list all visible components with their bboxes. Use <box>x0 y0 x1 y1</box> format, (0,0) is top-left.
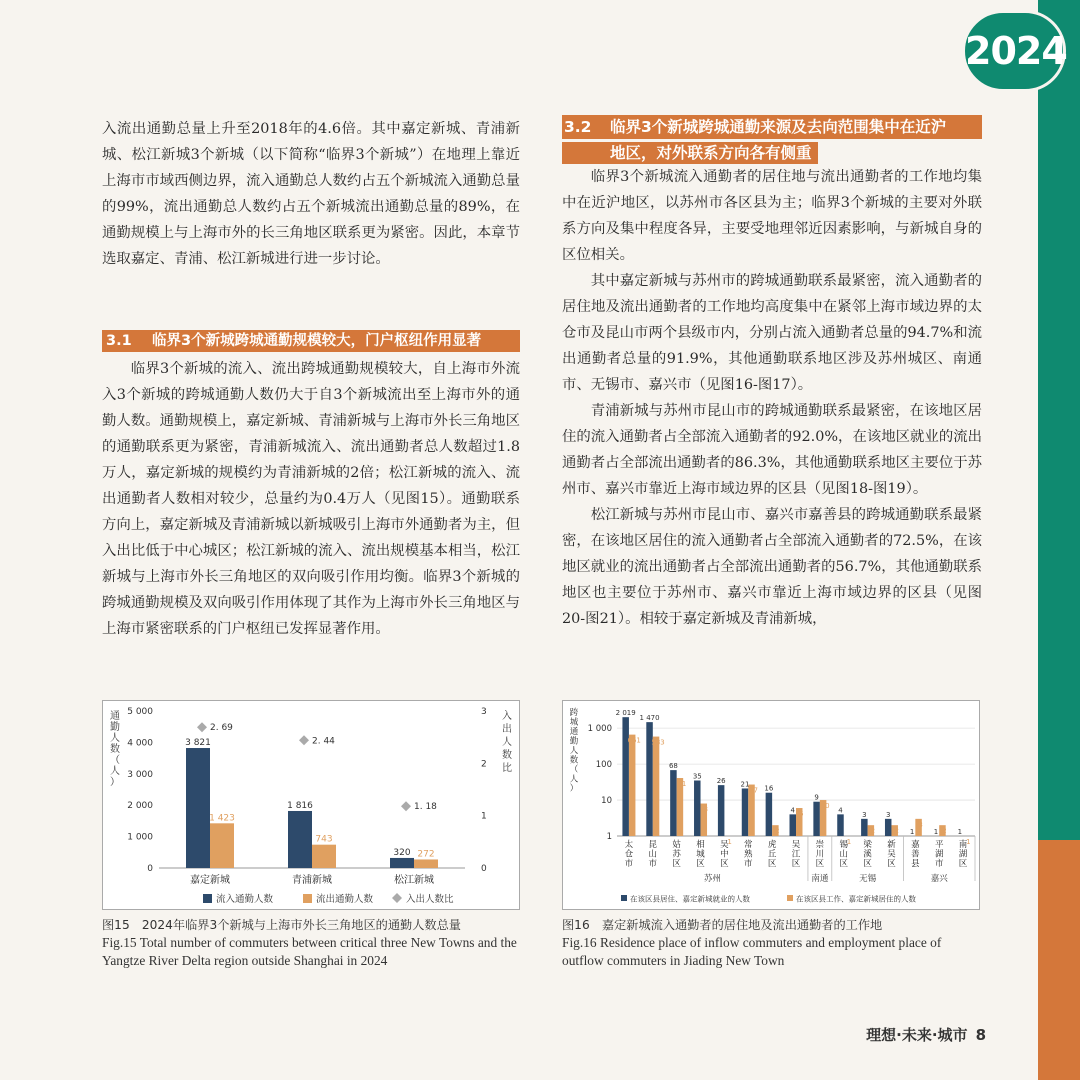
bar-inflow <box>390 858 414 868</box>
legend-label: 入出人数比 <box>406 894 454 905</box>
section-title: 临界3个新城跨城通勤规模较大，门户枢纽作用显著 <box>152 333 482 349</box>
y-axis-label-char: （ <box>569 765 579 775</box>
year-badge: 2024 <box>962 10 1066 92</box>
chart-15 <box>103 701 519 909</box>
legend-label: 流入通勤人数 <box>216 894 274 905</box>
figure-16-caption <box>562 916 982 970</box>
legend-swatch <box>203 894 212 903</box>
bar-residence-label: 35 <box>692 772 702 781</box>
caption-en: Fig.16 Residence place of inflow commuters and employment place of outflow commuters in Jiading New Town <box>562 935 942 968</box>
x-tick-label-char: 山 <box>839 849 848 860</box>
bar-outflow-label: 1 423 <box>209 813 235 824</box>
section-number: 3.1 <box>106 333 132 349</box>
y-axis-label-char: 通 <box>569 727 579 737</box>
y-tick-label: 10 <box>601 796 612 807</box>
figure-16 <box>562 700 980 910</box>
y-tick-label: 2 000 <box>127 801 153 812</box>
bar-employment-label: 1 <box>846 838 852 846</box>
bar-employment-label: 2 <box>775 827 780 836</box>
x-tick-label-char: 平 <box>934 840 944 850</box>
bar-employment-label: 10 <box>820 802 830 811</box>
bar-employment-label: 2 <box>942 827 947 836</box>
x-tick-label-char: 湖 <box>934 849 944 860</box>
legend-swatch <box>621 895 627 901</box>
bar-residence-label: 3 <box>885 810 891 819</box>
y-axis-label-char: 城 <box>569 717 579 728</box>
left-paragraph-1: 入流出通勤总量上升至2018年的4.6倍。其中嘉定新城、青浦新城、松江新城3个新城（以下简称“临界3个新城”）在地理上靠近上海市市域西侧边界，流入通勤总人数约占五个新城流入通勤总量的99%，流出通勤总人数约占五个新城流出通勤总量的89%，在通勤规模上与上海市外的长三角地区联系更为紧密。因此，本章节选取嘉定、青浦、松江新城进行进一步讨论。 <box>102 121 520 267</box>
right-paragraph-4: 松江新城与苏州市昆山市、嘉兴市嘉善县的跨城通勤联系最紧密，在该地区居住的流入通勤者占全部流入通勤者的72.5%，在该地区就业的流出通勤者占全部流出通勤者的56.7%，其他通勤联系地区也主要位于苏州市、嘉兴市靠近上海市域边界的区县（见图20-图21）。相较于嘉定新城及青浦新城， <box>562 507 982 627</box>
x-tick-label-char: 区 <box>958 859 968 869</box>
bar-inflow-label: 1 816 <box>287 800 313 811</box>
bar-outflow-label: 272 <box>417 849 435 860</box>
right-paragraph-2: 其中嘉定新城与苏州市的跨城通勤联系最紧密，流入通勤者的居住地及流出通勤者的工作地均高度集中在紧邻上海市域边界的太仓市及昆山市两个县级市内，分别占流入通勤者总量的94.7%和流出通勤者总量的91.9%，其他通勤联系地区涉及苏州城区、南通市、无锡市、嘉兴市（见图16-图17）。 <box>562 273 982 393</box>
bar-outflow-label: 743 <box>315 834 333 845</box>
bar-outflow <box>312 845 336 868</box>
x-tick-label-char: 县 <box>911 859 920 869</box>
x-tick-label-char: 区 <box>791 859 801 869</box>
x-tick-label-char: 区 <box>720 859 729 869</box>
sidebar-orange <box>1038 840 1080 1080</box>
x-tick-label-char: 区 <box>887 859 896 869</box>
ratio-marker <box>197 722 207 732</box>
legend-label: 流出通勤人数 <box>316 894 374 905</box>
ratio-label: 1. 18 <box>414 802 437 813</box>
bar-residence-label: 4 <box>790 806 795 815</box>
group-label: 嘉兴 <box>930 874 948 884</box>
y-axis-label-char: ） <box>110 777 120 788</box>
bar-residence-label: 21 <box>740 780 750 789</box>
bar-employment-label: 661 <box>627 736 641 745</box>
right-paragraph-1: 临界3个新城流入通勤者的居住地与流出通勤者的工作地均集中在近沪地区，以苏州市各区县为主；临界3个新城的主要对外联系方向及集中程度各异，主要受地理邻近因素影响，与新城自身的区位相关。 <box>562 169 982 263</box>
left-column <box>102 116 520 272</box>
bar-residence <box>837 814 844 836</box>
y-tick-label: 1 000 <box>587 724 612 735</box>
bar-residence-label: 1 <box>957 828 963 836</box>
bar-employment-label: 2 <box>870 827 876 836</box>
caption-en: Fig.15 Total number of commuters between critical three New Towns and the Yangtze River Delta region outside Shanghai in 2024 <box>102 935 517 968</box>
figure-15 <box>102 700 520 910</box>
section-heading-3-2 <box>562 115 982 164</box>
y-axis-label-char: 人 <box>569 774 579 785</box>
x-tick-label-char: 嘉 <box>911 840 920 850</box>
group-label: 苏州 <box>703 874 721 884</box>
x-tick-label-char: 吴 <box>720 840 729 850</box>
y2-tick-label: 3 <box>481 707 487 717</box>
bar-residence <box>718 785 725 836</box>
bar-residence-label: 9 <box>814 793 819 802</box>
legend-label: 在该区县居住、嘉定新城就业的人数 <box>630 894 750 904</box>
x-tick-label-char: 山 <box>648 849 658 860</box>
bar-residence <box>885 819 892 836</box>
y-tick-label: 1 <box>606 832 612 842</box>
bar-inflow-label: 3 821 <box>185 738 211 749</box>
x-tick-label: 青浦新城 <box>292 875 332 886</box>
bar-residence <box>694 780 701 836</box>
x-tick-label-char: 仓 <box>624 849 634 860</box>
bar-residence-label: 16 <box>764 784 774 793</box>
bar-employment-label: 41 <box>677 780 687 789</box>
y-tick-label: 3 000 <box>127 769 153 780</box>
bar-residence <box>790 814 797 836</box>
x-tick-label-char: 善 <box>911 849 920 860</box>
x-tick-label-char: 中 <box>720 849 729 860</box>
bar-residence <box>742 788 749 836</box>
caption-cn: 图15 2024年临界3个新城与上海市外长三角地区的通勤人数总量 <box>102 918 461 932</box>
x-tick-label-char: 吴 <box>791 840 801 850</box>
left-paragraph-2: 临界3个新城的流入、流出跨城通勤规模较大，自上海市外流入3个新城的跨城通勤人数仍大于自3个新城流出至上海市外的通勤人数。通勤规模上，嘉定新城、青浦新城与上海市外长三角地区的通勤联系更为紧密，青浦新城流入、流出通勤者总人数超过1.8万人，嘉定新城的规模约为青浦新城的2倍；松江新城的流入、流出通勤者人数相对较少，总量约为0.4万人（见图15）。通勤联系方向上，嘉定新城及青浦新城以新城吸引上海市外通勤者为主，但入出比低于中心城区；松江新城的流入、流出规模基本相当，松江新城与上海市外长三角地区的双向吸引作用均衡。临界3个新城的跨城通勤规模及双向吸引作用体现了其作为上海市外长三角地区与上海市紧密联系的门户枢纽已发挥显著作用。 <box>102 361 520 637</box>
ratio-label: 2. 69 <box>210 723 233 734</box>
x-tick-label-char: 区 <box>863 859 872 869</box>
x-tick-label-char: 熟 <box>744 849 753 860</box>
y2-axis-label-char: 出 <box>502 724 512 735</box>
bar-employment-label: 583 <box>651 738 665 747</box>
x-tick-label-char: 市 <box>934 859 944 869</box>
x-tick-label-char: 江 <box>791 849 801 860</box>
bar-residence <box>670 770 677 836</box>
x-tick-label-char: 市 <box>744 859 753 869</box>
figure-15-caption <box>102 916 522 970</box>
bar-residence-label: 3 <box>862 810 867 819</box>
y2-tick-label: 2 <box>481 759 487 770</box>
x-tick-label-char: 吴 <box>887 849 896 860</box>
y-tick-label: 1 000 <box>127 832 153 843</box>
x-tick-label-char: 常 <box>744 840 753 850</box>
y-axis-label-char: （ <box>110 755 120 766</box>
x-tick-label-char: 相 <box>696 840 705 850</box>
group-label: 无锡 <box>859 874 877 884</box>
page-number: 8 <box>975 1026 986 1044</box>
y-tick-label: 100 <box>595 760 612 771</box>
y-tick-label: 4 000 <box>127 738 153 749</box>
x-tick-label-char: 区 <box>672 859 681 869</box>
y2-tick-label: 1 <box>481 811 487 822</box>
y-axis-label-char: 数 <box>569 755 579 766</box>
x-tick-label-char: 昆 <box>648 840 658 850</box>
x-tick-label-char: 市 <box>648 859 658 869</box>
x-tick-label-char: 苏 <box>672 849 681 860</box>
x-tick-label-char: 湖 <box>958 849 968 860</box>
legend-swatch <box>787 895 793 901</box>
x-tick-label-char: 区 <box>815 859 825 869</box>
x-tick-label-char: 区 <box>839 859 848 869</box>
y-axis-label-char: 跨 <box>569 708 579 718</box>
bar-residence-label: 68 <box>668 762 678 771</box>
x-tick-label-char: 市 <box>624 859 634 869</box>
group-label: 南通 <box>811 874 829 884</box>
y2-axis-label-char: 比 <box>502 763 512 774</box>
x-tick-label-char: 区 <box>696 859 705 869</box>
y-axis-label-char: 勤 <box>569 736 579 747</box>
x-tick-label: 松江新城 <box>394 875 434 886</box>
bar-employment-label: 3 <box>918 820 923 829</box>
x-tick-label-char: 川 <box>815 849 825 860</box>
bar-residence-label: 1 <box>909 828 915 836</box>
x-tick-label-char: 溪 <box>863 849 872 860</box>
y-tick-label: 5 000 <box>127 707 153 717</box>
section-title-line1: 临界3个新城跨城通勤来源及去向范围集中在近沪 <box>610 118 947 136</box>
legend-label: 在该区县工作、嘉定新城居住的人数 <box>796 894 916 904</box>
y2-axis-label-char: 入 <box>502 711 512 722</box>
x-tick-label-char: 丘 <box>767 849 777 860</box>
legend-swatch <box>303 894 312 903</box>
legend-swatch <box>392 893 402 903</box>
bar-residence <box>861 819 868 836</box>
y-axis-label-char: 勤 <box>110 722 120 733</box>
journal-name: 理想·未来·城市 <box>866 1026 968 1044</box>
bar-residence-label: 2 019 <box>615 709 636 718</box>
ratio-marker <box>299 735 309 745</box>
bar-employment-label: 6 <box>799 810 804 819</box>
bar-inflow-label: 320 <box>393 847 411 858</box>
right-paragraph-3: 青浦新城与苏州市昆山市的跨城通勤联系最紧密，在该地区居住的流入通勤者占全部流入通勤者的92.0%，在该地区就业的流出通勤者占全部流出通勤者的86.3%，其他通勤联系地区主要位于苏州市、嘉兴市靠近上海市域边界的区县（见图18-图19）。 <box>562 403 982 497</box>
y-axis-label-char: 人 <box>110 733 120 744</box>
bar-residence-label: 1 470 <box>639 714 660 723</box>
bar-employment-label: 1 <box>727 838 732 846</box>
bar-employment-label: 8 <box>703 805 709 814</box>
y-axis-label-char: ） <box>569 784 579 794</box>
ratio-marker <box>401 801 411 811</box>
y2-axis-label-char: 人 <box>502 737 512 748</box>
right-column <box>562 164 982 632</box>
y-axis-label-char: 人 <box>569 746 579 756</box>
footer <box>826 1024 986 1045</box>
bar-employment <box>653 737 660 836</box>
bar-employment-label: 1 <box>966 838 971 846</box>
x-tick-label-char: 南 <box>958 840 968 850</box>
x-tick-label-char: 虎 <box>767 840 777 850</box>
y-tick-label: 0 <box>147 864 153 874</box>
x-tick-label-char: 锡 <box>839 840 848 850</box>
x-tick-label-char: 区 <box>767 859 777 869</box>
y-axis-label-char: 数 <box>110 744 120 755</box>
bar-inflow <box>288 811 312 868</box>
y-axis-label-char: 人 <box>110 766 120 777</box>
x-tick-label: 嘉定新城 <box>190 875 230 886</box>
sidebar-teal <box>1038 0 1080 840</box>
bar-residence-label: 4 <box>838 806 843 815</box>
y2-axis-label-char: 数 <box>502 750 512 761</box>
x-tick-label-char: 新 <box>887 840 896 850</box>
chart-16 <box>563 701 979 909</box>
x-tick-label-char: 梁 <box>863 840 872 850</box>
bar-employment <box>629 735 636 836</box>
caption-cn: 图16 嘉定新城流入通勤者的居住地及流出通勤者的工作地 <box>562 918 883 932</box>
bar-outflow <box>414 859 438 868</box>
bar-outflow <box>210 823 234 868</box>
bar-residence <box>622 717 629 836</box>
bar-employment-label: 2 <box>894 827 899 836</box>
y2-tick-label: 0 <box>481 864 487 874</box>
bar-residence-label: 26 <box>716 777 726 786</box>
left-column-2 <box>102 356 520 642</box>
bar-inflow <box>186 748 210 868</box>
section-heading-3-1 <box>102 330 520 352</box>
ratio-label: 2. 44 <box>312 736 335 747</box>
x-tick-label-char: 崇 <box>815 840 825 850</box>
section-title-line2: 地区，对外联系方向各有侧重 <box>562 142 818 164</box>
x-tick-label-char: 太 <box>624 840 634 850</box>
bar-residence <box>766 793 773 836</box>
section-number: 3.2 <box>564 118 592 136</box>
bar-employment-label: 27 <box>749 786 758 795</box>
y-axis-label-char: 通 <box>110 711 120 722</box>
x-tick-label-char: 城 <box>696 849 705 860</box>
x-tick-label-char: 姑 <box>672 840 681 850</box>
bar-residence-label: 1 <box>933 828 939 836</box>
bar-residence <box>813 802 820 836</box>
